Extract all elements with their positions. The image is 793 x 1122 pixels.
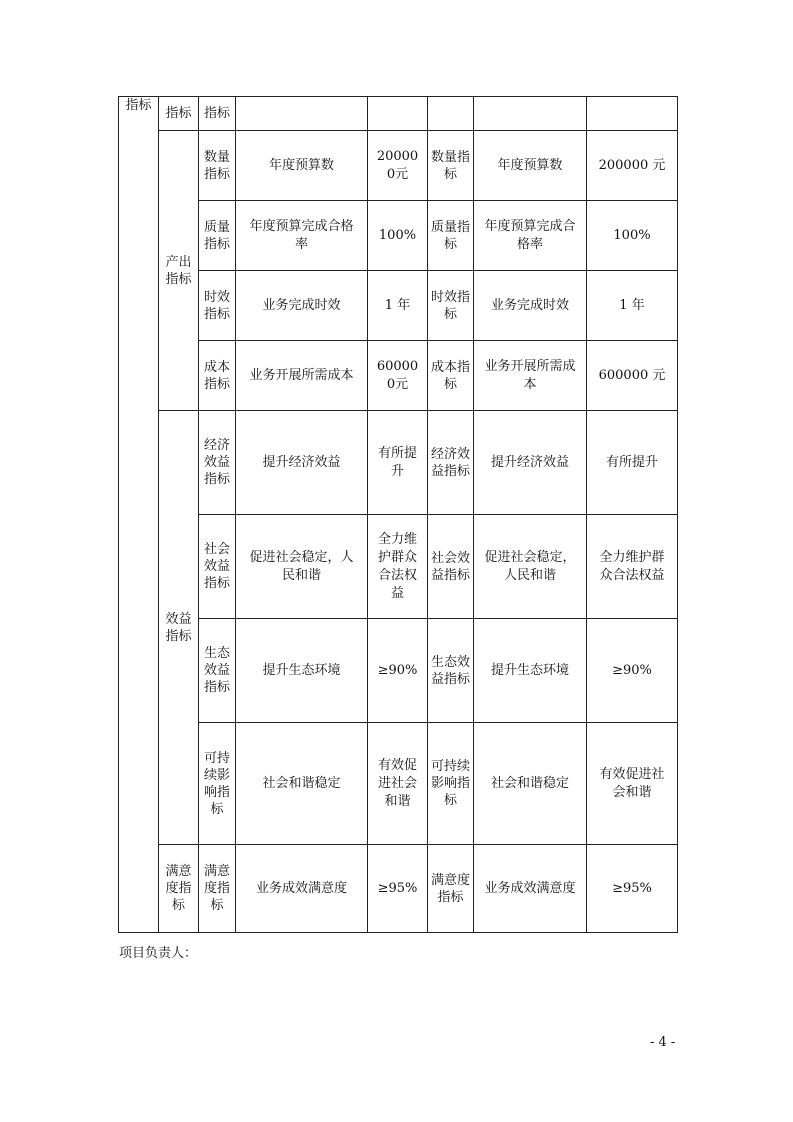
content-b-cell: 提升经济效益 [474, 411, 587, 515]
empty-cell [236, 97, 368, 131]
level3-cell: 可持续影响指标 [199, 723, 236, 845]
value-cell: 1 年 [368, 271, 428, 341]
content-b-cell: 促进社会稳定，人民和谐 [474, 515, 587, 619]
content-cell: 业务完成时效 [236, 271, 368, 341]
level3-b-cell: 成本指标 [428, 341, 474, 411]
value-b-cell: 600000 元 [587, 341, 678, 411]
performance-indicator-table [118, 96, 678, 933]
table-row [119, 271, 678, 341]
table-row [119, 97, 678, 131]
content-cell: 年度预算数 [236, 131, 368, 201]
content-cell: 社会和谐稳定 [236, 723, 368, 845]
project-leader-label: 项目负责人： [119, 946, 198, 961]
level3-b-cell: 数量指标 [428, 131, 474, 201]
value-cell: 600000元 [368, 341, 428, 411]
level3-cell: 质量指标 [199, 201, 236, 271]
value-cell: ≥95% [368, 845, 428, 933]
content-cell: 提升经济效益 [236, 411, 368, 515]
content-b-cell: 业务成效满意度 [474, 845, 587, 933]
table-row [119, 515, 678, 619]
table-row [119, 845, 678, 933]
value-b-cell: ≥95% [587, 845, 678, 933]
table-row [119, 341, 678, 411]
level1-indicator-cell: 指标 [119, 97, 159, 933]
level3-b-cell: 可持续影响指标 [428, 723, 474, 845]
content-b-cell: 业务完成时效 [474, 271, 587, 341]
empty-cell [368, 97, 428, 131]
page-number: - 4 - [650, 1035, 676, 1050]
value-b-cell: 有效促进社会和谐 [587, 723, 678, 845]
empty-cell [474, 97, 587, 131]
output-group-cell: 产出指标 [159, 131, 199, 411]
level3-header-cell: 指标 [199, 97, 236, 131]
level3-b-cell: 社会效益指标 [428, 515, 474, 619]
value-cell: ≥90% [368, 619, 428, 723]
level3-cell: 时效指标 [199, 271, 236, 341]
level3-cell: 社会效益指标 [199, 515, 236, 619]
value-b-cell: ≥90% [587, 619, 678, 723]
value-b-cell: 有所提升 [587, 411, 678, 515]
table-row [119, 723, 678, 845]
level2-header-cell: 指标 [159, 97, 199, 131]
table-row [119, 201, 678, 271]
level3-cell: 成本指标 [199, 341, 236, 411]
value-cell: 100% [368, 201, 428, 271]
empty-cell [428, 97, 474, 131]
level3-cell: 满意度指标 [199, 845, 236, 933]
level3-b-cell: 质量指标 [428, 201, 474, 271]
value-b-cell: 100% [587, 201, 678, 271]
empty-cell [587, 97, 678, 131]
content-b-cell: 提升生态环境 [474, 619, 587, 723]
value-cell: 全力维护群众合法权益 [368, 515, 428, 619]
level3-b-cell: 生态效益指标 [428, 619, 474, 723]
level3-b-cell: 满意度指标 [428, 845, 474, 933]
content-cell: 提升生态环境 [236, 619, 368, 723]
content-b-cell: 年度预算完成合格率 [474, 201, 587, 271]
value-cell: 有效促进社会和谐 [368, 723, 428, 845]
level3-b-cell: 经济效益指标 [428, 411, 474, 515]
table-row [119, 131, 678, 201]
table-row [119, 619, 678, 723]
content-b-cell: 社会和谐稳定 [474, 723, 587, 845]
value-cell: 200000元 [368, 131, 428, 201]
content-cell: 业务开展所需成本 [236, 341, 368, 411]
content-cell: 年度预算完成合格率 [236, 201, 368, 271]
content-b-cell: 业务开展所需成本 [474, 341, 587, 411]
value-b-cell: 1 年 [587, 271, 678, 341]
content-b-cell: 年度预算数 [474, 131, 587, 201]
content-cell: 业务成效满意度 [236, 845, 368, 933]
satisfaction-group-cell: 满意度指标 [159, 845, 199, 933]
value-b-cell: 全力维护群众合法权益 [587, 515, 678, 619]
value-b-cell: 200000 元 [587, 131, 678, 201]
level3-cell: 数量指标 [199, 131, 236, 201]
level3-cell: 经济效益指标 [199, 411, 236, 515]
benefit-group-cell: 效益指标 [159, 411, 199, 845]
content-cell: 促进社会稳定，人民和谐 [236, 515, 368, 619]
level3-cell: 生态效益指标 [199, 619, 236, 723]
table-row [119, 411, 678, 515]
level3-b-cell: 时效指标 [428, 271, 474, 341]
value-cell: 有所提升 [368, 411, 428, 515]
